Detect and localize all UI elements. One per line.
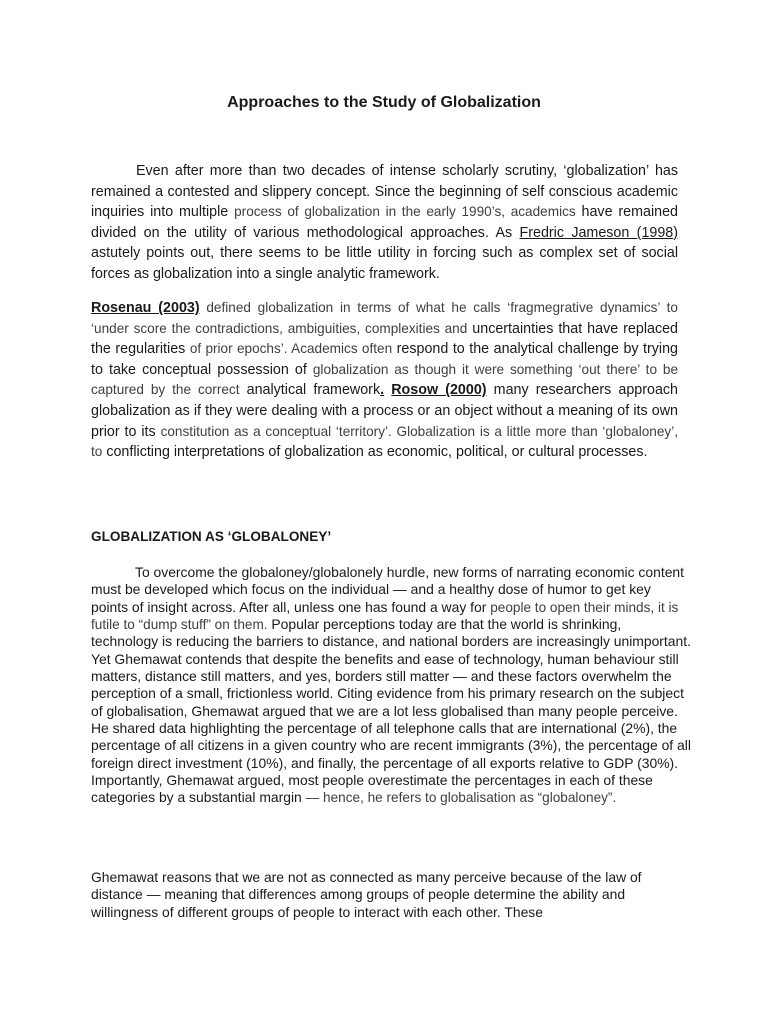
paragraph-text: — hence, he refers to globalisation as “globaloney”. [305,790,617,806]
paragraph-text: defined globalization in terms of what he calls ‘fragmegrative dynamics’ to ‘under score the contradictions, ambiguities, complexities and [91,300,678,336]
paragraph-text: people to open their minds, it is futile to “dump stuff” on them. [91,599,679,633]
paragraph-text: have remained divided on the utility of various methodological approaches. As [91,204,678,241]
paragraph-text: Ghemawat reasons that we are not as connected as many perceive because of the law of distance — meaning that differences among groups of people determine the ability and willingness of different groups of people to interact with each other. These [91,869,642,920]
paragraph-distance [91,869,691,921]
section-heading: GLOBALIZATION AS ‘GLOBALONEY’ [91,529,332,544]
paragraph-text: uncertainties that have replaced the regularities [91,320,678,358]
paragraph-text: conflicting interpretations of globalization as economic, political, or cultural processes. [102,444,648,461]
paragraph-rosenau [91,298,678,463]
paragraph-text: process of globalization in the early 1990’s, academics [234,204,576,220]
paragraph-text: respond to the analytical challenge by trying to take conceptual possession of [91,341,679,378]
paragraph-text: , ‘globalization’ has remained a contested and slippery concept. Since the beginning of self conscious academic inquiries into multiple [91,163,678,221]
paragraph-text: of prior epochs’. Academics often [189,341,393,357]
paragraph-globaloney [91,564,691,807]
citation-rosow: Rosow (2000) [391,382,487,399]
paragraph-text: astutely points out, there seems to be little utility in forcing such as complex set of social forces as globalization into a single analytic framework. [91,245,678,282]
citation-rosenau: Rosenau (2003) [91,300,200,316]
citation-fredric-jameson: Fredric Jameson (1998) [519,224,679,241]
paragraph-text: globalization as though it were something ‘out there’ to be captured by the correct [91,361,678,398]
paragraph-text: To overcome the globaloney/globalonely hurdle, new forms of narrating economic content must be developed which focus on the individual — and a healthy dose of humor to get key points of insight across. After all, unless one has found a way for [91,564,684,615]
paragraph-text: constitution as a conceptual ‘territory’. Globalization is a little more than ‘globaloney’, to [91,423,678,460]
paragraph-text: Popular perceptions today are that the world is shrinking, technology is reducing the barriers to distance, and national borders are increasingly unimportant. Yet Ghemawat contends that despite the benefits and ease of technology, human behaviour still matters, distance still matters, and yes, borders still matter — and these factors overwhelm the perception of a small, frictionless world. Citing evidence from his primary research on the subject of globalisation, Ghemawat argued that we are a lot less globalised than many people perceive. He shared data highlighting the percentage of all telephone calls that are international (2%), the percentage of all citizens in a given country who are recent immigrants (3%), the percentage of all foreign direct investment (10%), and finally, the percentage of all exports relative to GDP (30%). Importantly, Ghemawat argued, most people overestimate the percentages in each of these categories by a substantial margin [91,616,691,806]
paragraph-text: Even after more than two decades of intense scholarly scrutiny [136,163,554,179]
citation-punctuation: . [380,382,385,399]
paragraph-intro [91,161,678,285]
paragraph-text: many researchers approach globalization as if they were dealing with a process or an object without a meaning of its own prior to its [91,382,678,440]
paragraph-text: analytical framework [239,382,381,399]
document-title: Approaches to the Study of Globalization [227,94,541,111]
